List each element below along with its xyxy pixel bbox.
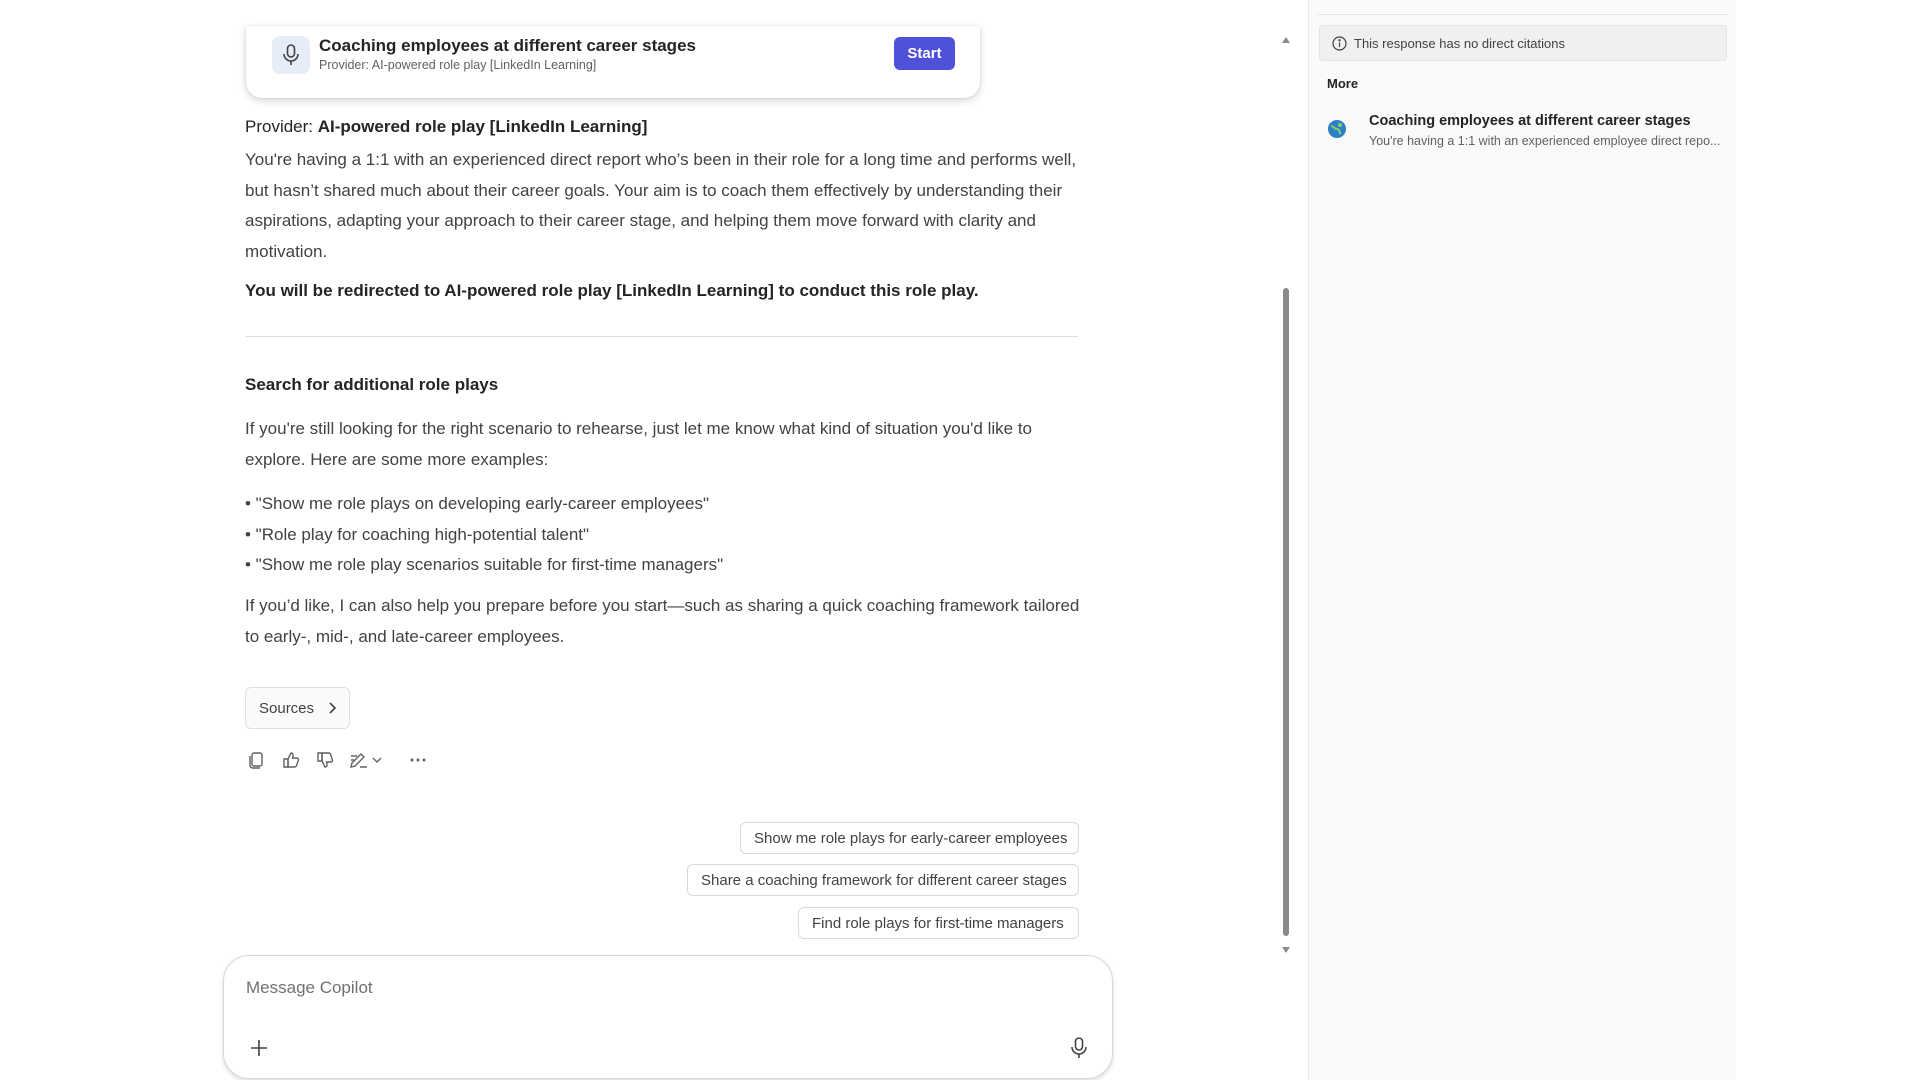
copy-icon[interactable]: [245, 748, 269, 772]
card-subtitle: Provider: AI-powered role play [LinkedIn Learning]: [319, 58, 597, 72]
sources-label: Sources: [259, 699, 315, 717]
provider-line: [245, 117, 647, 137]
suggestion-chip[interactable]: Show me role plays for early-career employees: [740, 822, 1079, 854]
closing-paragraph: If you’d like, I can also help you prepare before you start—such as sharing a quick coaching framework tailored to early-, mid-, and late-career employees.: [245, 596, 1080, 646]
more-icon[interactable]: [406, 748, 430, 772]
divider: [245, 336, 1078, 337]
redirect-note: You will be redirected to AI-powered role play [LinkedIn Learning] to conduct this role play.: [245, 281, 979, 300]
scenario-description: You're having a 1:1 with an experienced direct report who’s been in their role for a long time and performs well, but hasn’t shared much about their career goals. Your aim is to coach them effectively by understanding their aspirations, adapting your approach to their career stage, and helping them move forward with clarity and motivation.: [245, 150, 1077, 261]
message-composer: [223, 955, 1113, 1079]
list-item: • "Show me role plays on developing early-career employees": [245, 494, 710, 513]
globe-icon: [1327, 119, 1347, 144]
chevron-down-icon[interactable]: [369, 748, 385, 772]
scroll-down-arrow-icon[interactable]: [1282, 940, 1290, 958]
info-icon: [1332, 36, 1347, 54]
microphone-icon: [272, 36, 310, 74]
message-input[interactable]: [246, 978, 1066, 998]
no-citations-text: This response has no direct citations: [1354, 35, 1565, 51]
no-citations-notice: [1319, 25, 1727, 61]
microphone-icon[interactable]: [1066, 1034, 1092, 1062]
reference-snippet: You're having a 1:1 with an experienced employee direct repo...: [1369, 134, 1721, 148]
blank-margin: [1736, 0, 1920, 1080]
reference-title: Coaching employees at different career stages: [1369, 113, 1691, 129]
card-title: Coaching employees at different career stages: [319, 36, 696, 55]
suggestion-chip[interactable]: Find role plays for first-time managers: [798, 907, 1079, 939]
chevron-right-icon: [327, 701, 337, 719]
scroll-up-arrow-icon[interactable]: [1282, 30, 1290, 48]
section-heading: Search for additional role plays: [245, 375, 499, 394]
sources-button[interactable]: [245, 687, 350, 729]
suggestion-chip[interactable]: Share a coaching framework for different career stages: [687, 864, 1079, 896]
thumbs-up-icon[interactable]: [279, 748, 303, 772]
provider-name: AI-powered role play [LinkedIn Learning]: [317, 117, 648, 136]
provider-prefix: Provider:: [245, 117, 318, 136]
example-list: [245, 489, 723, 581]
role-play-card: [246, 26, 980, 98]
scrollbar[interactable]: [1278, 26, 1294, 950]
list-item: • "Show me role play scenarios suitable for first-time managers": [245, 555, 724, 574]
thumbs-down-icon[interactable]: [313, 748, 337, 772]
start-button[interactable]: Start: [894, 37, 955, 70]
section-intro: If you're still looking for the right scenario to rehearse, just let me know what kind of situation you'd like to explore. Here are some more examples:: [245, 419, 1032, 469]
scroll-thumb[interactable]: [1283, 288, 1289, 936]
plus-icon[interactable]: [246, 1035, 272, 1061]
divider: [1317, 14, 1729, 15]
reference-item[interactable]: [1319, 106, 1729, 156]
more-label: More: [1327, 76, 1359, 91]
list-item: • "Role play for coaching high-potential talent": [245, 524, 590, 544]
edit-icon[interactable]: [347, 748, 371, 772]
citations-panel: [1308, 0, 1737, 1080]
